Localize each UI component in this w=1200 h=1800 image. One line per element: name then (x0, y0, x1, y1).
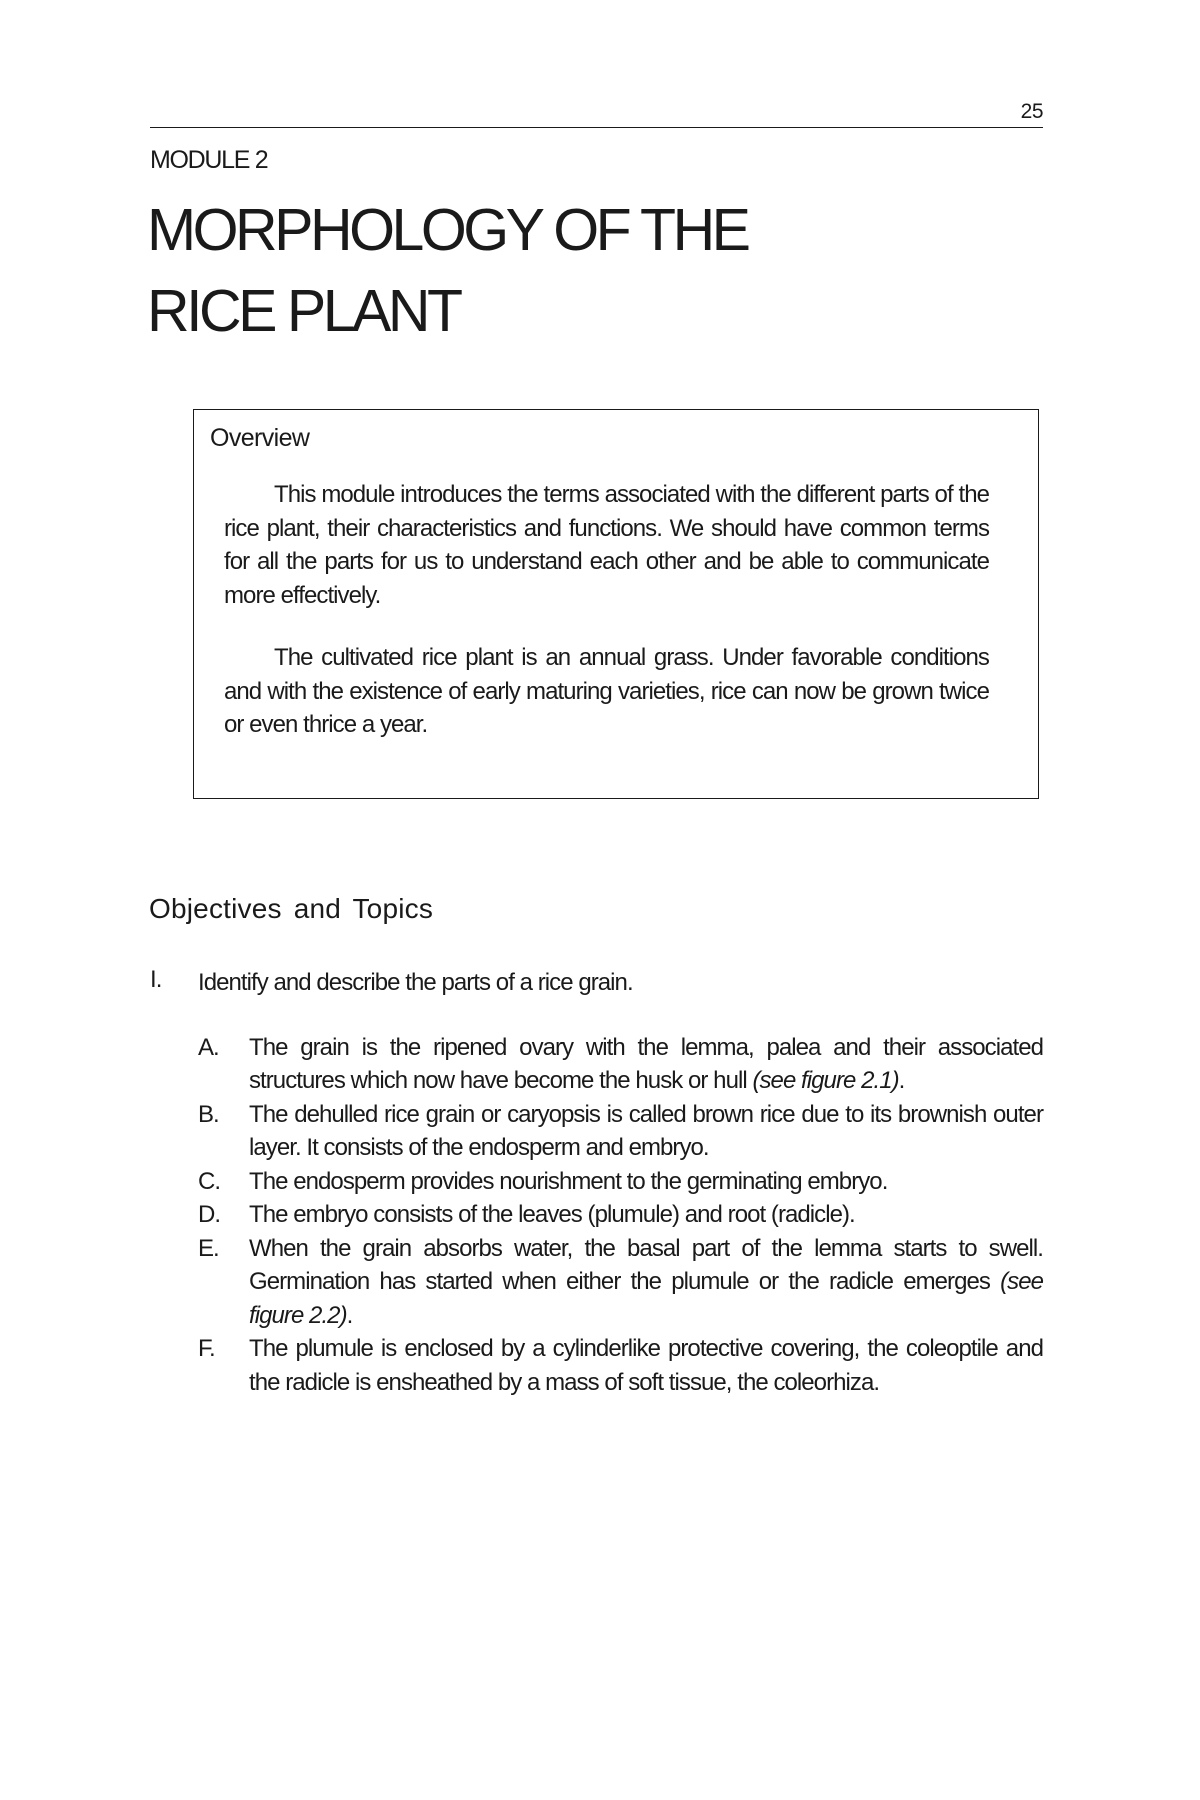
sub-item-f (198, 1332, 1043, 1399)
sub-item-letter: D. (198, 1201, 221, 1228)
sub-item-e (198, 1232, 1043, 1333)
overview-heading: Overview (210, 424, 310, 452)
sub-item-punctuation: . (346, 1301, 353, 1329)
sub-item-letter: B. (198, 1100, 219, 1128)
sub-item-text: The grain is the ripened ovary with the lemma, palea and their associated structures which now have become the husk or hull (249, 1033, 1043, 1094)
sub-item-letter: F. (198, 1335, 215, 1362)
objective-numeral: I. (150, 966, 162, 993)
sub-item-text: When the grain absorbs water, the basal part of the lemma starts to swell. Germination has started when either the plumule or the radicle emerges (249, 1234, 1043, 1295)
figure-reference: (see figure 2.2) (249, 1268, 1043, 1329)
sub-item-text: The embryo consists of the leaves (plumule) and root (radicle). (249, 1201, 855, 1228)
sub-item-letter: A. (198, 1033, 219, 1061)
page-number: 25 (1020, 100, 1043, 123)
objectives-heading: Objectives and Topics (149, 893, 434, 924)
sub-item-b (198, 1098, 1043, 1165)
objective-text: Identify and describe the parts of a rice grain. (198, 969, 633, 996)
sub-item-text: The dehulled rice grain or caryopsis is called brown rice due to its brownish outer layer. It consists of the endosperm and embryo. (249, 1100, 1043, 1161)
sub-item-c (198, 1165, 1043, 1199)
objectives-list (150, 966, 1043, 1399)
page-title (147, 190, 907, 352)
overview-paragraph: This module introduces the terms associated with the different parts of the rice plant, their characteristics and functions. We should have common terms for all the parts for us to understand each other and be able to communicate more effectively. (224, 481, 989, 609)
objective-item (150, 966, 1043, 1399)
overview-paragraph: The cultivated rice plant is an annual grass. Under favorable conditions and with the existence of early maturing varieties, rice can now be grown twice or even thrice a year. (224, 644, 989, 738)
sub-item-letter: C. (198, 1167, 221, 1195)
module-label: MODULE 2 (150, 146, 268, 174)
sub-item-text: The plumule is enclosed by a cylinderlike protective covering, the coleoptile and the radicle is ensheathed by a mass of soft tissue, the coleorhiza. (249, 1335, 1043, 1396)
sub-item-letter: E. (198, 1234, 219, 1262)
page-title-line-1: MORPHOLOGY OF THE (147, 197, 748, 263)
sub-item-a (198, 1031, 1043, 1098)
sub-item-punctuation: . (898, 1067, 905, 1094)
sub-item-d (198, 1198, 1043, 1232)
overview-box (193, 409, 1039, 799)
page-title-line-2: RICE PLANT (147, 278, 460, 344)
sub-item-text: The endosperm provides nourishment to the germinating embryo. (249, 1167, 888, 1195)
figure-reference: (see figure 2.1) (752, 1067, 899, 1094)
header-rule (150, 127, 1043, 128)
